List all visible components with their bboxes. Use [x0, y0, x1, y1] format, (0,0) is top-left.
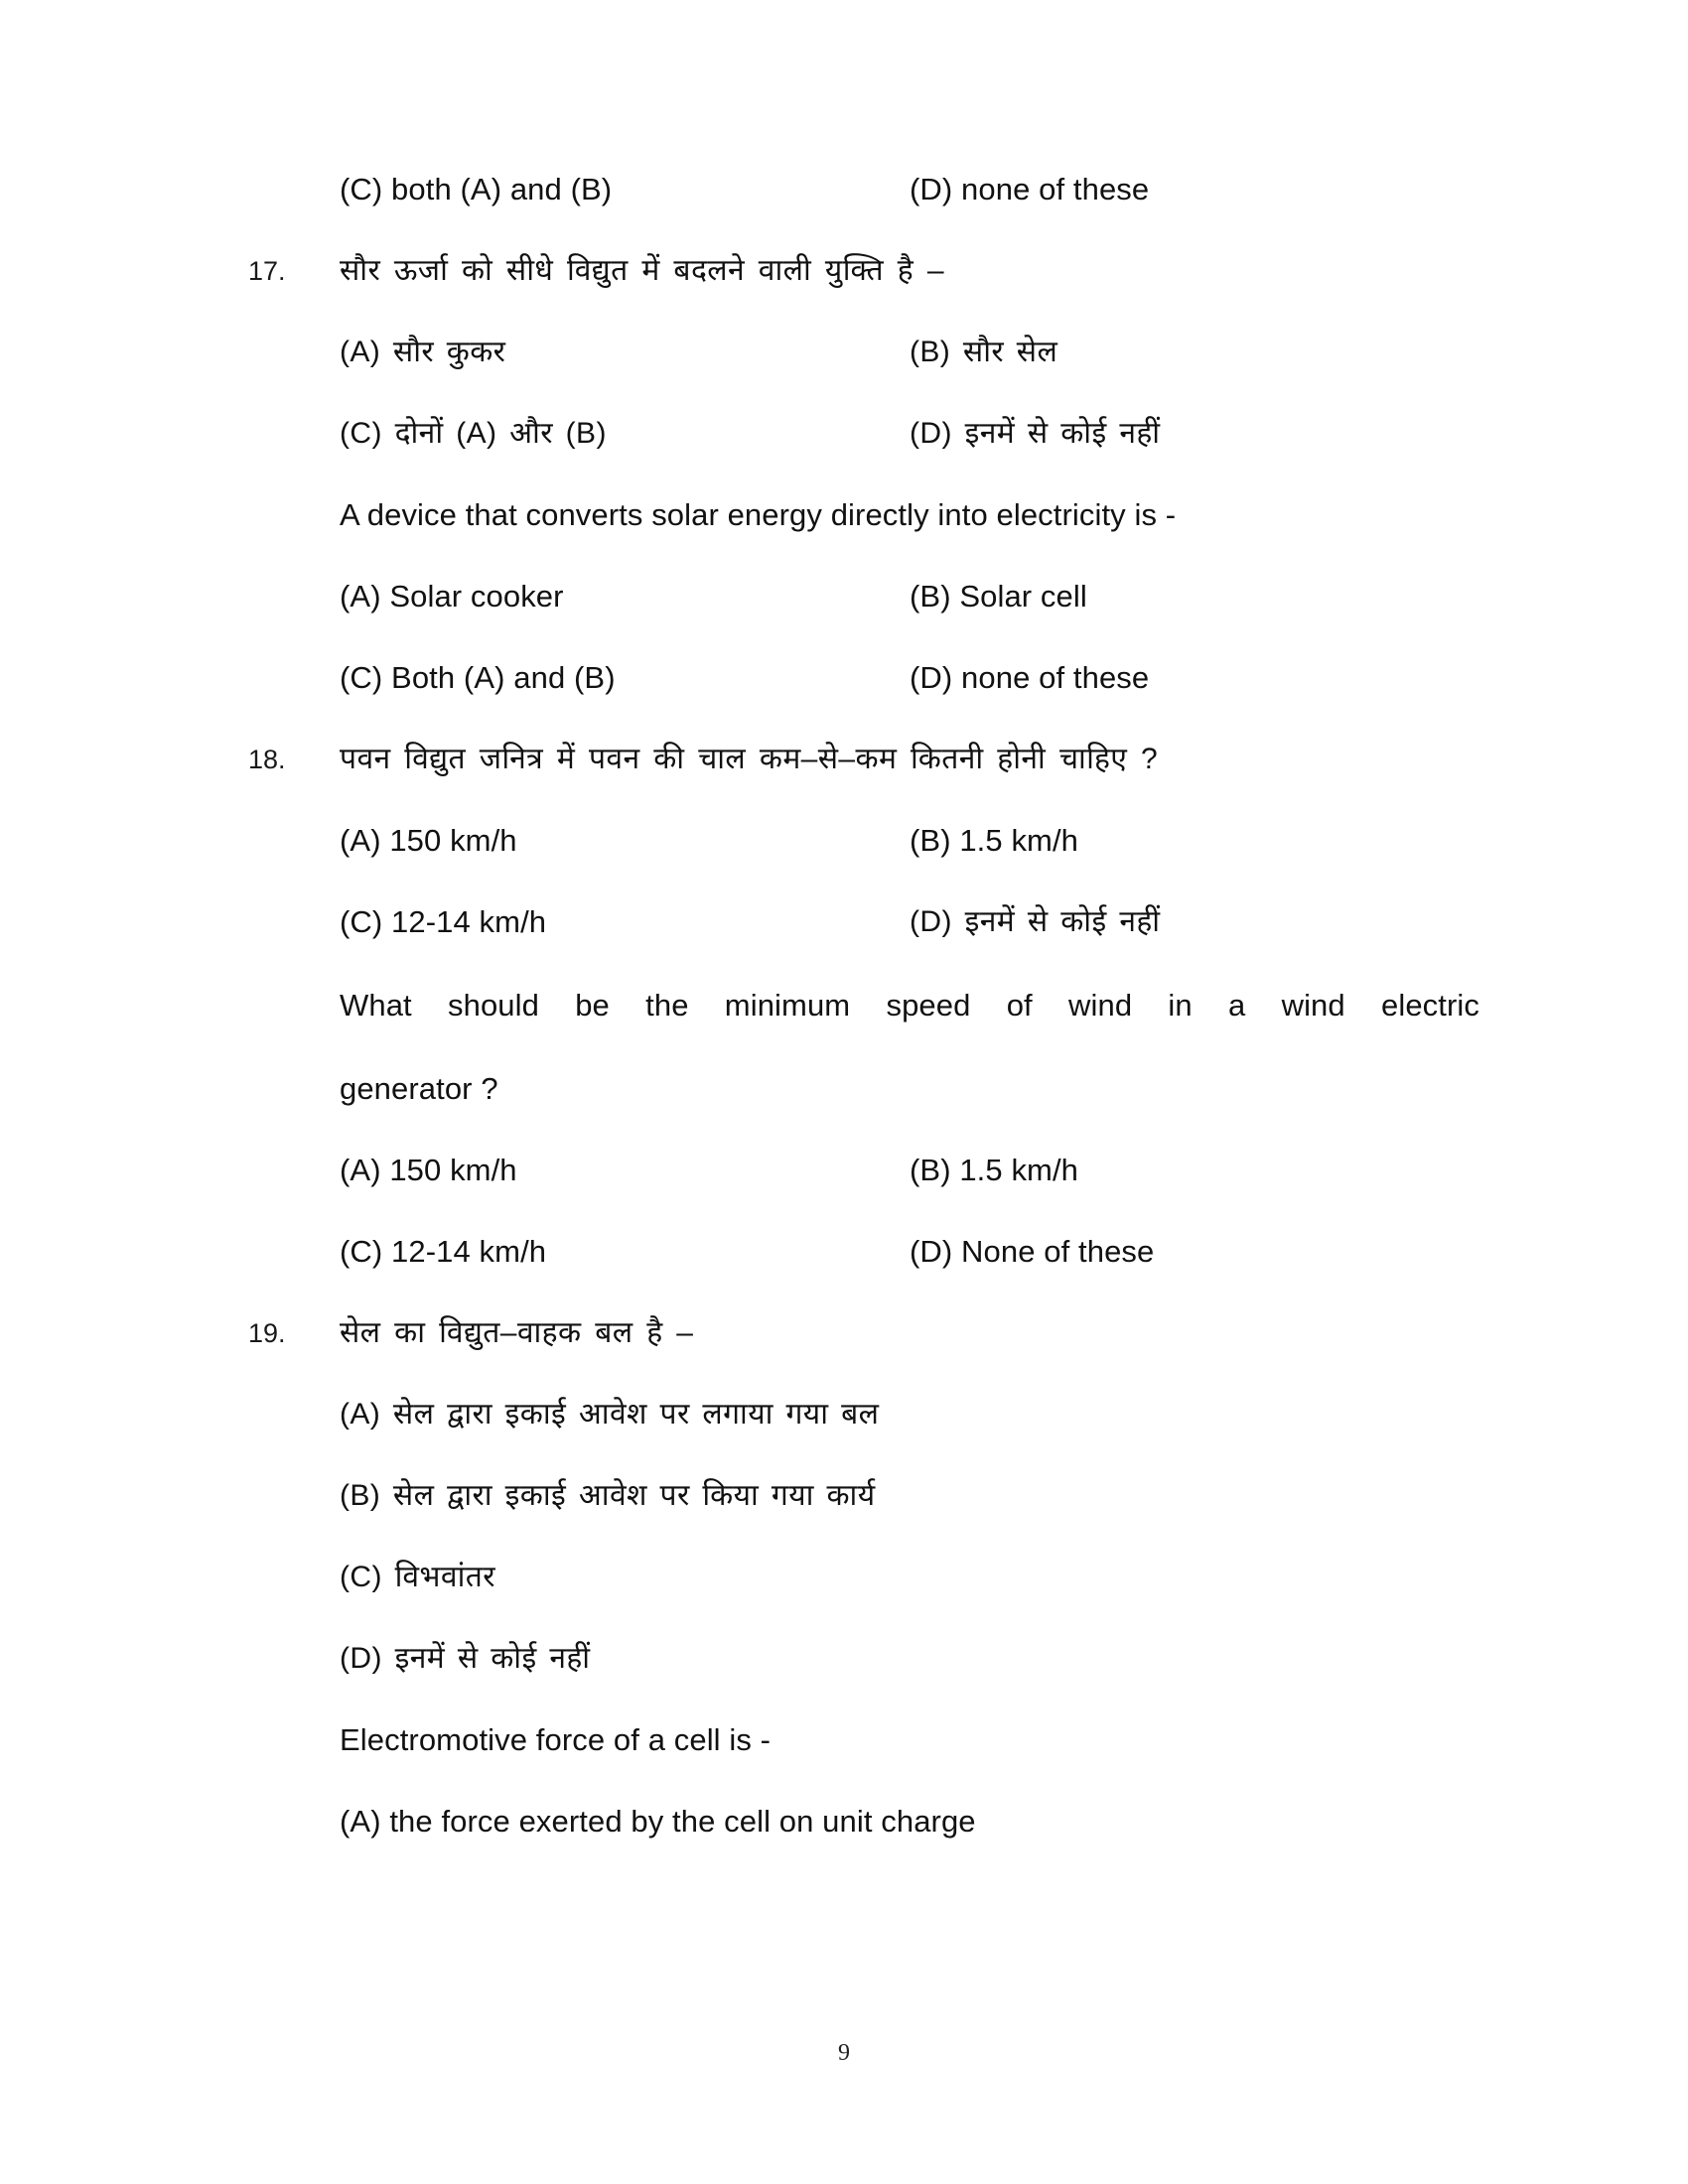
- carryover-options-row: [340, 149, 1479, 230]
- question-17-number: 17.: [248, 256, 286, 286]
- question-17-hindi-option-b-column: [910, 312, 1479, 393]
- question-17-heading: [248, 230, 1479, 312]
- question-18-english-option-c: (C) 12-14 km/h: [340, 1234, 547, 1269]
- question-18-english-option-d: (D) None of these: [910, 1234, 1155, 1269]
- question-18-english-option-a-column: [340, 1130, 910, 1211]
- question-17-english-text: A device that converts solar energy directly into electricity is -: [340, 497, 1177, 532]
- question-17-hindi-option-b: (B) सौर सेल: [910, 336, 1058, 368]
- question-18-heading: [248, 719, 1479, 800]
- question-17-hindi-text: सौर ऊर्जा को सीधे विद्युत में बदलने वाली युक्ति है –: [340, 254, 944, 287]
- question-17-english-option-d: (D) none of these: [910, 660, 1150, 695]
- question-17-hindi-option-d-column: [910, 393, 1479, 475]
- question-17-hindi-option-c-column: [340, 393, 910, 475]
- question-18-hindi-options-row-2: [340, 882, 1479, 963]
- question-18-hindi-option-c: (C) 12-14 km/h: [340, 904, 547, 939]
- question-18-hindi-text: पवन विद्युत जनित्र में पवन की चाल कम–से–कम कितनी होनी चाहिए ?: [340, 743, 1159, 775]
- question-18-hindi-option-d-column: [910, 882, 1479, 963]
- question-17-hindi-option-a-column: [340, 312, 910, 393]
- question-19-number: 19.: [248, 1318, 286, 1348]
- question-19-hindi-text: सेल का विद्युत–वाहक बल है –: [340, 1316, 694, 1349]
- question-17-english-options-row-2: [340, 637, 1479, 719]
- question-17-english-options-row-1: [340, 556, 1479, 637]
- carryover-option-d-column: [910, 149, 1479, 230]
- question-17-english-option-c: (C) Both (A) and (B): [340, 660, 616, 695]
- question-19-english-text: Electromotive force of a cell is -: [340, 1722, 772, 1757]
- question-17-hindi-option-d: (D) इनमें से कोई नहीं: [910, 417, 1161, 450]
- question-18-english-text-line-2: generator ?: [340, 1071, 498, 1106]
- question-18-hindi-option-b: (B) 1.5 km/h: [910, 823, 1079, 858]
- question-18-number: 18.: [248, 745, 286, 774]
- page-number: 9: [838, 2040, 850, 2066]
- question-18-hindi-option-d: (D) इनमें से कोई नहीं: [910, 905, 1161, 938]
- question-19-hindi-option-a: (A) सेल द्वारा इकाई आवेश पर लगाया गया बल: [340, 1398, 880, 1431]
- question-18-hindi-option-c-column: [340, 882, 910, 963]
- question-18-english-options-row-2: [340, 1211, 1479, 1293]
- question-17-hindi-option-c: (C) दोनों (A) और (B): [340, 417, 607, 450]
- question-18: [248, 719, 1479, 1293]
- question-17-english-option-a: (A) Solar cooker: [340, 579, 564, 614]
- question-19: [248, 1293, 1479, 1862]
- carryover-option-c-column: [340, 149, 910, 230]
- carryover-option-c: (C) both (A) and (B): [340, 172, 613, 206]
- question-17-english-option-b: (B) Solar cell: [910, 579, 1087, 614]
- question-18-english-options-row-1: [340, 1130, 1479, 1211]
- question-18-english-option-b: (B) 1.5 km/h: [910, 1153, 1079, 1187]
- question-19-hindi-option-b: (B) सेल द्वारा इकाई आवेश पर किया गया कार्य: [340, 1479, 876, 1512]
- question-17-english-option-a-column: [340, 556, 910, 637]
- question-17-hindi-options-row-1: [340, 312, 1479, 393]
- question-19-english-option-a: (A) the force exerted by the cell on unit charge: [340, 1804, 976, 1839]
- question-17-english-option-b-column: [910, 556, 1479, 637]
- question-17-hindi-options-row-2: [340, 393, 1479, 475]
- question-18-hindi-options-row-1: [340, 800, 1479, 882]
- question-18-english-option-a: (A) 150 km/h: [340, 1153, 517, 1187]
- question-17-english-option-c-column: [340, 637, 910, 719]
- question-17-hindi-option-a: (A) सौर कुकर: [340, 336, 506, 368]
- question-19-hindi-option-d: (D) इनमें से कोई नहीं: [340, 1642, 591, 1675]
- question-17-english-option-d-column: [910, 637, 1479, 719]
- carryover-option-d: (D) none of these: [910, 172, 1150, 206]
- question-18-english-option-d-column: [910, 1211, 1479, 1293]
- question-18-english-text-line-1: What should be the minimum speed of wind in a wind electric: [340, 988, 1479, 1023]
- question-18-hindi-option-a-column: [340, 800, 910, 882]
- question-18-english-option-c-column: [340, 1211, 910, 1293]
- question-18-english-option-b-column: [910, 1130, 1479, 1211]
- question-17: [248, 230, 1479, 719]
- question-18-hindi-option-a: (A) 150 km/h: [340, 823, 517, 858]
- question-19-hindi-option-c: (C) विभवांतर: [340, 1561, 495, 1593]
- question-19-heading: [248, 1293, 1479, 1374]
- question-18-hindi-option-b-column: [910, 800, 1479, 882]
